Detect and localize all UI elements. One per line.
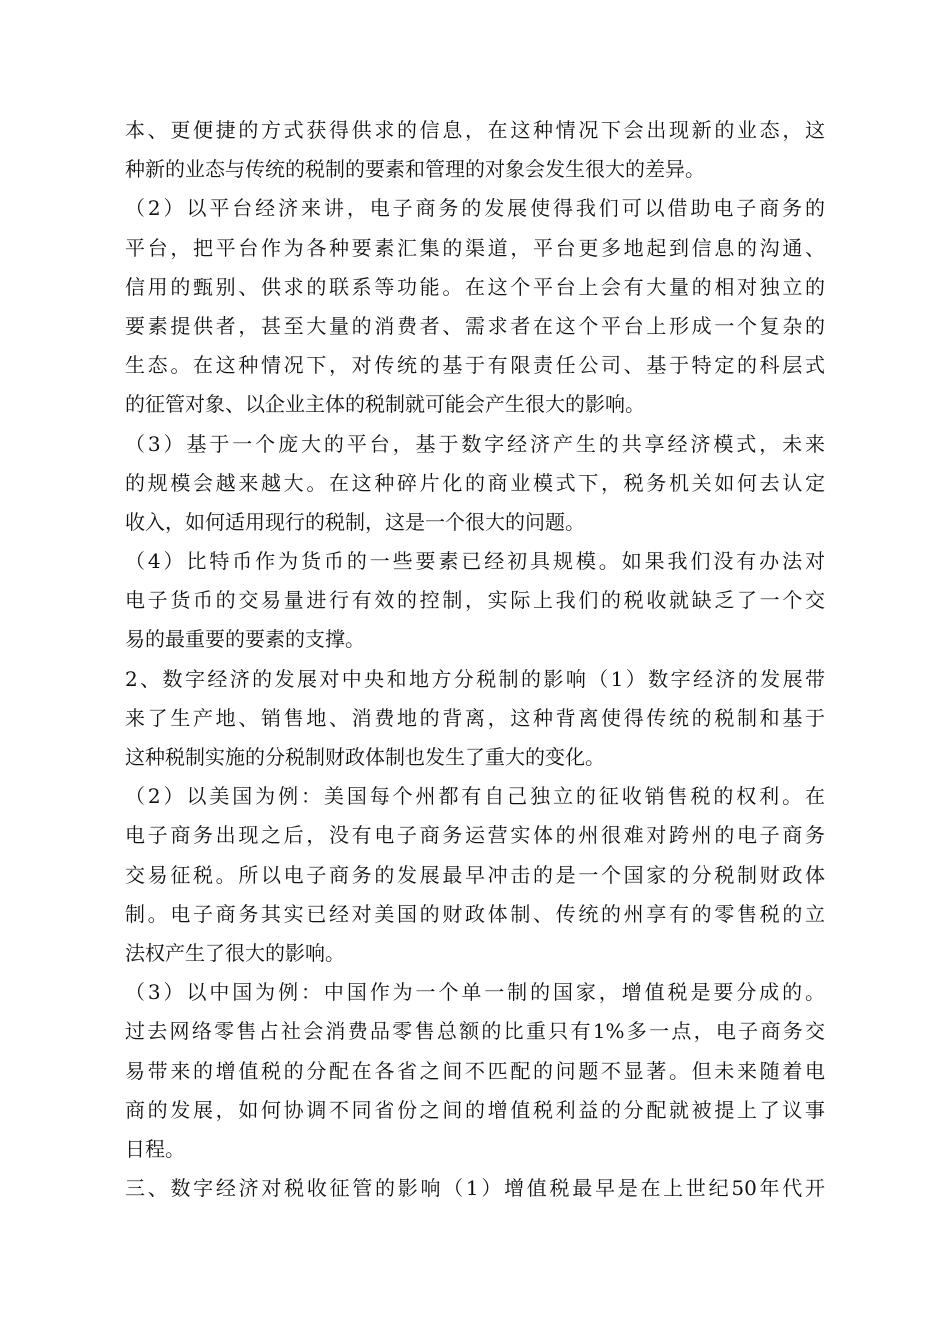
text-line: 电子商务出现之后，没有电子商务运营实体的州很难对跨州的电子商务 [125,823,825,848]
text-line: 过去网络零售占社会消费品零售总额的比重只有1%多一点，电子商务交 [125,1019,825,1044]
text-line: （2）以美国为例：美国每个州都有自己独立的征收销售税的权利。在 [125,784,825,809]
text-line: 法权产生了很大的影响。 [125,940,345,965]
text-line: 收入，如何适用现行的税制，这是一个很大的问题。 [125,509,585,534]
text-line: 这种税制实施的分税制财政体制也发生了重大的变化。 [125,745,605,769]
text-line: 易的最重要的要素的支撑。 [125,627,365,652]
text-line: 交易征税。所以电子商务的发展最早冲击的是一个国家的分税制财政体 [125,862,825,887]
text-line: 日程。 [125,1136,185,1161]
text-line: 种新的业态与传统的税制的要素和管理的对象会发生很大的差异。 [125,157,705,182]
text-line: 易带来的增值税的分配在各省之间不匹配的问题不显著。但未来随着电 [125,1058,825,1083]
text-line: 信用的甄别、供求的联系等功能。在这个平台上会有大量的相对独立的 [125,274,825,299]
text-line: 来了生产地、销售地、消费地的背离，这种背离使得传统的税制和基于 [125,705,825,730]
text-line: 平台，把平台作为各种要素汇集的渠道，平台更多地起到信息的沟通、 [125,235,825,260]
text-line: 电子货币的交易量进行有效的控制，实际上我们的税收就缺乏了一个交 [125,588,825,613]
text-line: （3）以中国为例：中国作为一个单一制的国家，增值税是要分成的。 [125,980,825,1005]
text-line: 的规模会越来越大。在这种碎片化的商业模式下，税务机关如何去认定 [125,470,825,495]
text-line: 要素提供者，甚至大量的消费者、需求者在这个平台上形成一个复杂的 [125,313,825,338]
text-line: 的征管对象、以企业主体的税制就可能会产生很大的影响。 [125,392,645,417]
text-line: 制。电子商务其实已经对美国的财政体制、传统的州享有的零售税的立 [125,901,825,926]
text-line: 本、更便捷的方式获得供求的信息，在这种情况下会出现新的业态，这 [125,118,825,142]
document-body [125,111,825,1208]
text-line: 2、数字经济的发展对中央和地方分税制的影响（1）数字经济的发展带 [125,666,825,691]
text-line: 商的发展，如何协调不同省份之间的增值税利益的分配就被提上了议事 [125,1097,825,1122]
text-line: 生态。在这种情况下，对传统的基于有限责任公司、基于特定的科层式 [125,353,825,378]
text-line: （2）以平台经济来讲，电子商务的发展使得我们可以借助电子商务的 [125,196,825,221]
text-line: （4）比特币作为货币的一些要素已经初具规模。如果我们没有办法对 [125,549,825,574]
text-line: 三、数字经济对税收征管的影响（1）增值税最早是在上世纪50年代开 [125,1176,825,1201]
text-line: （3）基于一个庞大的平台，基于数字经济产生的共享经济模式，未来 [125,431,825,456]
